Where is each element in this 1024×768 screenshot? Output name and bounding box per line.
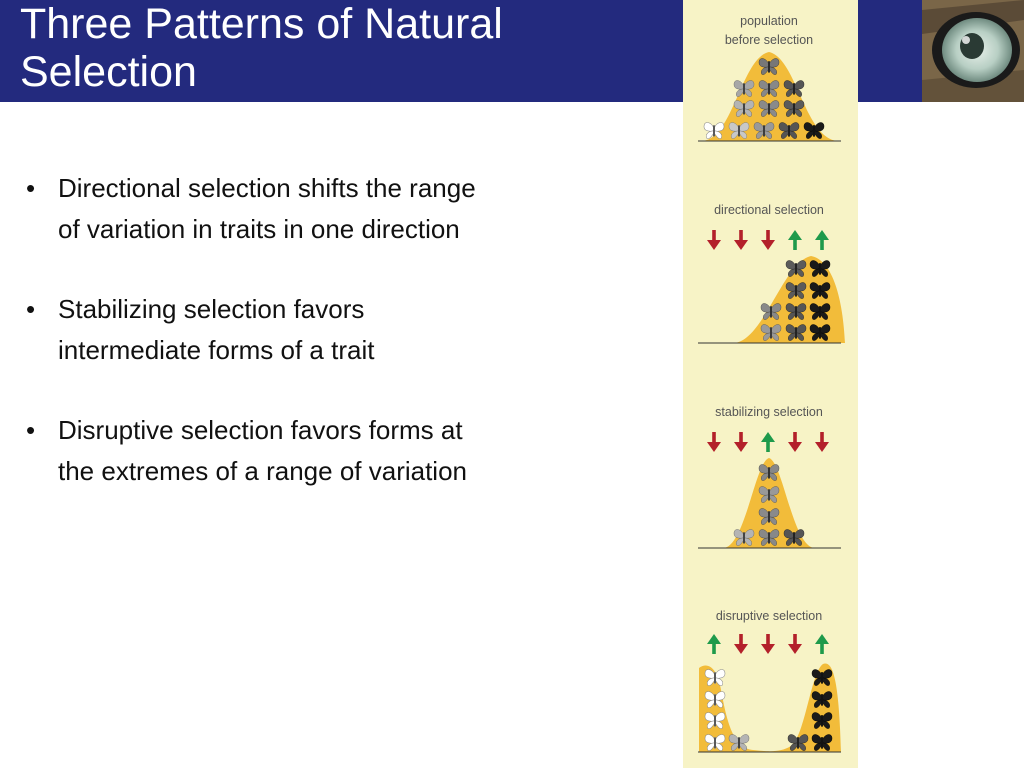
panel-stabilizing-selection — [698, 405, 841, 548]
bullet-list — [24, 168, 494, 531]
panel-disruptive-selection — [698, 609, 841, 752]
arrow-up-icon — [815, 634, 829, 654]
panel-label: stabilizing selection — [715, 405, 823, 419]
arrow-down-icon — [734, 230, 748, 250]
arrow-up-icon — [707, 634, 721, 654]
bullet-directional — [24, 168, 494, 249]
bullet-text: Directional selection shifts the range of variation in traits in one direction — [58, 173, 476, 244]
bullet-disruptive — [24, 410, 494, 491]
arrow-up-icon — [815, 230, 829, 250]
eye-image — [922, 0, 1024, 102]
panel-label: population — [740, 14, 798, 28]
arrow-up-icon — [788, 230, 802, 250]
arrow-down-icon — [788, 634, 802, 654]
bullet-text: Stabilizing selection favors intermediate forms of a trait — [58, 294, 375, 365]
panel-directional-selection — [698, 203, 845, 343]
eye-icon — [922, 0, 1024, 102]
arrow-down-icon — [734, 634, 748, 654]
arrow-up-icon — [761, 432, 775, 452]
title-bar — [0, 0, 1024, 102]
bullet-text: Disruptive selection favors forms at the extremes of a range of variation — [58, 415, 468, 486]
arrow-down-icon — [761, 634, 775, 654]
arrow-down-icon — [761, 230, 775, 250]
panel-label: before selection — [724, 33, 814, 47]
arrow-down-icon — [734, 432, 748, 452]
bullet-dot: • — [26, 415, 36, 445]
bullet-stabilizing — [24, 289, 494, 370]
bullet-dot: • — [26, 173, 36, 203]
arrow-down-icon — [707, 230, 721, 250]
bullet-dot: • — [26, 294, 36, 324]
slide-title: Three Patterns of Natural Selection — [20, 0, 503, 96]
arrow-down-icon — [707, 432, 721, 452]
arrow-down-icon — [788, 432, 802, 452]
panel-before-selection — [698, 14, 841, 141]
panel-label: disruptive selection — [715, 609, 823, 623]
selection-figure — [683, 0, 858, 768]
panel-label: directional selection — [714, 203, 824, 217]
arrow-down-icon — [815, 432, 829, 452]
selection-diagram — [683, 0, 858, 768]
